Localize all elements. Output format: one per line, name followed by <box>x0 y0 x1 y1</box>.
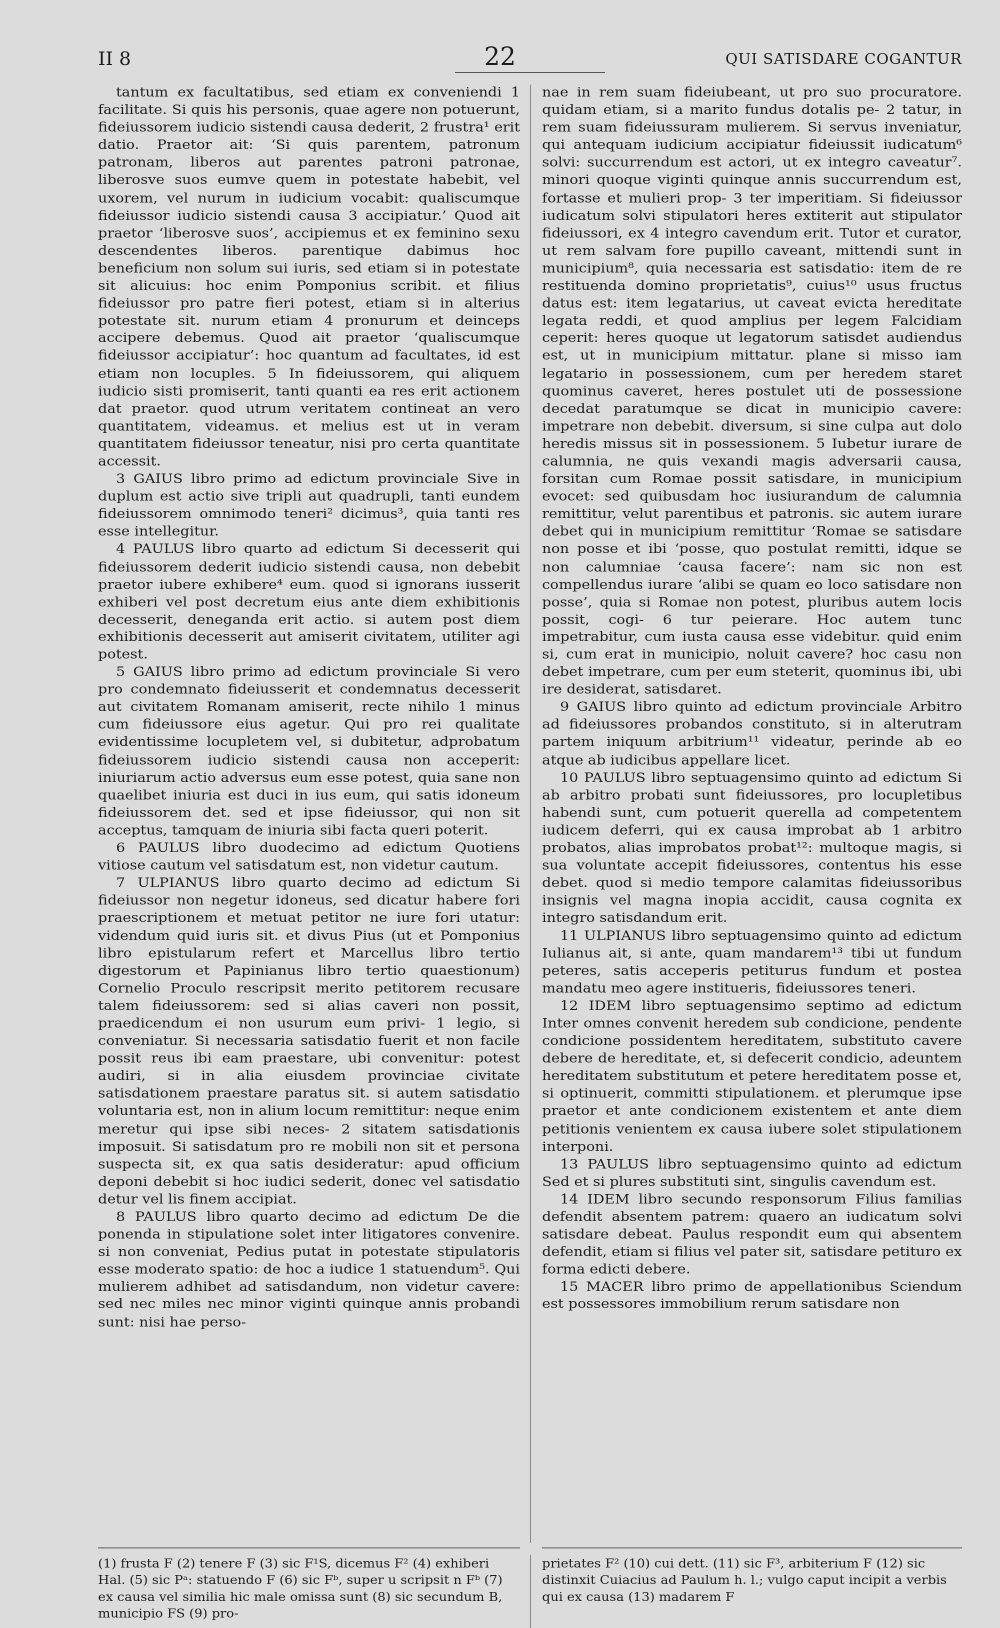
volume-label: II 8 <box>98 48 132 70</box>
right-paragraph: 15 MACER libro primo de appellationibus Sciendum est possessores immobilium rerum satisdare non <box>542 1280 962 1313</box>
right-paragraph: 12 IDEM libro septuagensimo septimo ad edictum Inter omnes convenit heredem sub condicione, pendente condicione possidentem hereditatem, substituto cavere debere de hereditate, et, si defecerit condicio, adeuntem hereditatem substitutum et petere hereditatem posse et, si optinuerit, committi stipulationem. et plerumque ipse praetor et ante condicionem existentem et ante diem petitionis venientem ex causa iubere solet stipulationem interponi. <box>542 999 962 1155</box>
left-column <box>98 85 520 1539</box>
running-title: QUI SATISDARE COGANTUR <box>725 50 962 68</box>
footnote-divider <box>530 1555 531 1628</box>
right-paragraph: 9 GAIUS libro quinto ad edictum provinciale Arbitro ad fideiussores probandos constituto, si in alterutram partem iniquum arbitrium¹¹ videatur, perinde ab eo atque ab iudicibus appellare licet. <box>542 700 962 768</box>
footnotes-right: prietates F² (10) cui dett. (11) sic F³, arbiterium F (12) sic distinxit Cuiacius ad Paulum h. l.; vulgo caput incipit a verbis qui ex causa (13) madarem F <box>542 1557 947 1605</box>
left-paragraph: tantum ex facultatibus, sed etiam ex conveniendi 1 facilitate. Si quis his personis, quae agere non potuerunt, fideiussorem iudicio sistendi causa dederit, 2 frustra¹ erit datio. Praetor ait: ‘Si quis parentem, patronum patronam, liberos aut parentes patroni patronae, liberosve suos eumve quem in potestate habebit, vel uxorem, vel nurum in iudicium vocabit: qualiscumque fideiussor iudicio sistendi causa 3 accipiatur.’ Quod ait praetor ‘liberosve suos’, accipiemus et ex feminino sexu descendentes liberos. parentique dabimus hoc beneficium non solum sui iuris, sed etiam si in potestate sit alicuius: hoc enim Pomponius scribit. et filius fideiussor pro patre fieri potest, etiam si in alterius potestate sit. nurum etiam 4 pronurum et deinceps accipere debemus. Quod ait praetor ‘qualiscumque fideiussor accipiatur’: hoc quantum ad facultates, id est etiam non locuples. 5 In fideiussorem, qui aliquem iudicio sisti promiserit, tanti quanti ea res erit actionem dat praetor. quod utrum veritatem contineat an vero quantitatem, videamus. et melius est ut in veram quantitatem fideiussor teneatur, nisi pro certa quantitate accessit. <box>98 85 520 470</box>
footnote-rule-left <box>98 1547 520 1548</box>
header-rule <box>455 72 605 73</box>
left-paragraph: 7 ULPIANUS libro quarto decimo ad edictum Si fideiussor non negetur idoneus, sed dicatur habere fori praescriptionem et metuat petitor ne iure fori utatur: videndum quid iuris sit. et divus Pius (ut et Pomponius libro epistularum refert et Marcellus libro tertio digestorum et Papinianus libro tertio quaestionum) Cornelio Proculo rescripsit merito petitorem recusare talem fideiussorem: sed si alias caveri non possit, praedicendum ei non usurum eum privi- 1 legio, si conveniatur. Si necessaria satisdatio fuerit et non facile possit reus ibi eam praestare, ubi convenitur: potest audiri, si in alia eiusdem provinciae civitate satisdationem praestare paratus sit. si autem satisdatio voluntaria est, non in alium locum remittitur: neque enim meretur qui ipse sibi neces- 2 sitatem satisdationis imposuit. Si satisdatum pro re mobili non sit et persona suspecta sit, ex qua satis desideratur: apud officium deponi debebit si hoc iudici sederit, donec vel satisdatio detur vel lis finem accipiat. <box>98 876 520 1207</box>
running-header <box>0 36 1000 76</box>
page-number: 22 <box>484 42 516 71</box>
footnote-rule-right <box>542 1547 962 1548</box>
footnotes-left: (1) frusta F (2) tenere F (3) sic F¹S, dicemus F² (4) exhiberi Hal. (5) sic Pᵃ: statuendo F (6) sic Fᵇ, super u scripsit n Fᵇ (7) ex causa vel similia hic male omissa sunt (8) sic secundum B, municipio FS (9) pro- <box>98 1557 503 1622</box>
right-paragraph: 10 PAULUS libro septuagensimo quinto ad edictum Si ab arbitro probati sunt fideiussores, pro locupletibus habendi sunt, cum potuerit querella ad competentem iudicem deferri, qui ex causa improbat ab 1 arbitro probatos, alias improbatos probat¹²: multoque magis, si sua voluntate accepit fideiussores, contentus his esse debet. quod si medio tempore calamitas fideiussoribus insignis vel magna inopia accidit, causa cognita ex integro satisdandum erit. <box>542 770 962 926</box>
right-paragraph: 13 PAULUS libro septuagensimo quinto ad edictum Sed et si plures substituti sint, singulis cavendum est. <box>542 1157 962 1190</box>
right-paragraph: 14 IDEM libro secundo responsorum Filius familias defendit absentem patrem: quaero an iudicatum solvi satisdare debeat. Paulus respondit eum qui absentem defendit, etiam si filius vel pater sit, satisdare petituro ex forma edicti debere. <box>542 1192 962 1278</box>
right-column <box>542 85 962 1539</box>
left-paragraph: 8 PAULUS libro quarto decimo ad edictum De die ponenda in stipulatione solet inter litigatores convenire. si non conveniat, Pedius putat in potestate stipulatoris esse moderato spatio: de hoc a iudice 1 statuendum⁵. Qui mulierem adhibet ad satisdandum, non videtur cavere: sed nec miles nec minor viginti quinque annis probandi sunt: nisi hae perso- <box>98 1209 520 1330</box>
left-paragraph: 4 PAULUS libro quarto ad edictum Si decesserit qui fideiussorem dederit iudicio sistendi causa, non debebit praetor iubere exhibere⁴ eum. quod si ignorans iusserit exhiberi vel post decretum eius ante diem exhibitionis decesserit, deneganda erit actio. si autem post diem exhibitionis decesserit aut amiserit civitatem, utiliter agi potest. <box>98 542 520 663</box>
right-paragraph: 11 ULPIANUS libro septuagensimo quinto ad edictum Iulianus ait, si ante, quam mandarem¹³ tibi ut fundum peteres, satis acceperis petiturus fundum et postea mandatu meo agere institueris, fideiussores teneri. <box>542 928 962 997</box>
left-paragraph: 3 GAIUS libro primo ad edictum provinciale Sive in duplum est actio sive tripli aut quadrupli, tanti eundem fideiussorem omnimodo teneri² dicimus³, quia tanti res esse intellegitur. <box>98 472 520 540</box>
left-paragraph: 6 PAULUS libro duodecimo ad edictum Quotiens vitiose cautum vel satisdatum est, non videtur cautum. <box>98 840 520 874</box>
column-divider <box>530 85 531 1543</box>
left-paragraph: 5 GAIUS libro primo ad edictum provinciale Si vero pro condemnato fideiusserit et condemnatus decesserit aut civitatem Romanam amiserit, recte nihilo 1 minus cum fideiussore eius agetur. Qui pro rei qualitate evidentissime locupletem vel, si dubitetur, adprobatum fideiussorem iudicio sistendi causa non acceperit: iniuriarum actio adversus eum esse potest, quia sane non quaelibet iniuria est duci in ius eum, qui satis idoneum fideiussorem det. sed et ipse fideiussor, qui non sit acceptus, tamquam de iniuria sibi facta queri poterit. <box>98 665 520 839</box>
right-paragraph: nae in rem suam fideiubeant, ut pro suo procuratore. quidam etiam, si a marito fundus dotalis pe- 2 tatur, in rem suam fideiussuram mulierem. Si servus inveniatur, qui antequam iudicium accipiatur fideiussit iudicatum⁶ solvi: succurrendum est actori, ut ex integro caveatur⁷. minori quoque viginti quinque annis succurrendum est, fortasse et mulieri prop- 3 ter imperitiam. Si fideiussor iudicatum solvi stipulatori heres extiterit aut stipulator fideiussori, ex 4 integro cavendum erit. Tutor et curator, ut rem salvam fore pupillo caveant, mittendi sunt in municipium⁸, quia necessaria est satisdatio: item de re restituenda domino proprietatis⁹, cuius¹⁰ usus fructus datus est: item legatarius, ut caveat evicta hereditate legata reddi, et quod amplius per legem Falcidiam ceperit: heres quoque ut legatorum satisdet audiendus est, ut in municipium mittatur. plane si misso iam legatario in possessionem, cum per heredem staret quominus caveret, heres postulet uti de possessione decedat paratumque se dicat in municipio cavere: impetrare non debebit. diversum, si sine culpa aut dolo heredis missus sit in possessionem. 5 Iubetur iurare de calumnia, ne quis vexandi magis adversarii causa, forsitan cum Romae possit satisdare, in municipium evocet: sed quibusdam hoc iusiurandum de calumnia remittitur, velut parentibus et patronis. sic autem iurare debet qui in municipium remittitur ‘Romae se satisdare non posse et ibi ‘posse, quo postulat remitti, idque se non calumniae ‘causa facere’: nam sic non est compellendus iurare ‘alibi se quam eo loco satisdare non posse’, quia si Romae non potest, pluribus autem locis possit, cogi- 6 tur peierare. Hoc autem tunc impetrabitur, cum iusta causa esse videbitur. quid enim si, cum erat in municipio, noluit cavere? hoc casu non debet impetrare, cum per eum steterit, quominus ibi, ubi ire desiderat, satisdaret. <box>542 85 962 698</box>
